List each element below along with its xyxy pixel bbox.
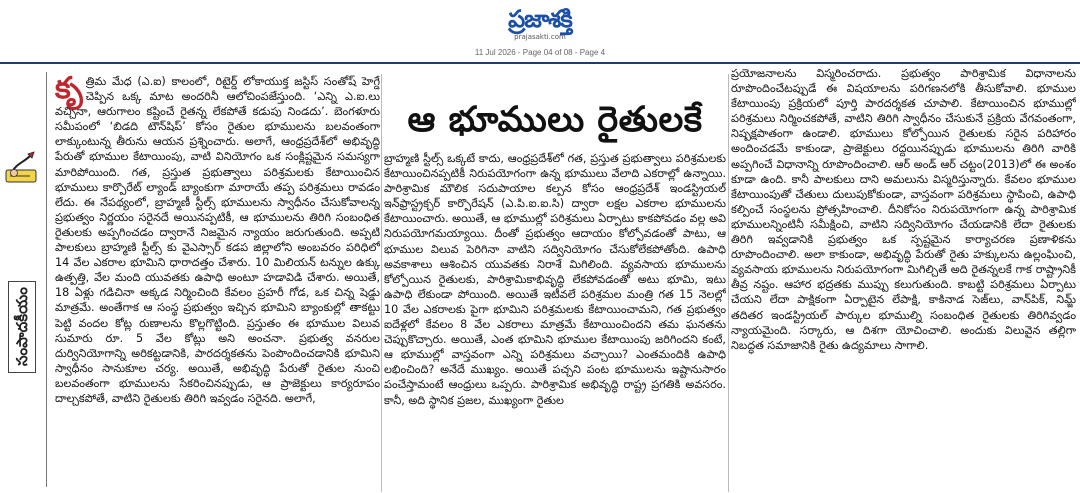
column-3-text: ప్రయోజనాలను విస్మరించరాదు. ప్రభుత్వం పారిశ్రామిక విధానాలను రూపొందించేటప్పుడే ఈ విషయాలను పరిగణనలోకి తీసుకోవాలి. భూముల కేటాయింపు ప్రక్రియలో పూర్తి పారదర్శకత చూపాలి. కేటాయించిన భూముల్లో పరిశ్రమలు నిర్మించకపోతే, వాటిని తిరిగి స్వాధీనం చేసుకునే ప్రక్రియ వేగవంతంగా, నిష్పక్షపాతంగా ఉండాలి. భూములు కోల్పోయిన రైతులకు సరైన పరిహారం అందించడమే కాకుండా, ప్రాజెక్టులు రద్దయినప్పుడు భూములను తిరిగి వారికి అప్పగించే విధానాన్ని రూపొందించాలి. ఆర్ అండ్ ఆర్ చట్టం(2013)లో ఈ అంశం కూడా ఉంది. కానీ పాలకులు దాని అమలును విస్మరిస్తున్నారు. కేవలం భూముల కేటాయింపుతో చేతులు దులుపుకోకుండా, వాస్తవంగా పరిశ్రమలు స్థాపించి, ఉపాధి కల్పించే సంస్థలను ప్రోత్సహించాలి. దీనికోసం నిరుపయోగంగా ఉన్న పారిశ్రామిక భూములన్నింటినీ సమీక్షించి, వాటిని సద్వినియోగం చేయడానికి లేదా రైతులకు తిరిగి ఇవ్వడానికి ప్రభుత్వం ఒక స్పష్టమైన కార్యాచరణ ప్రణాళికను రూపొందించాలి. అలా కాకుండా, అభివృద్ధి పేరుతో రైతు హక్కులను ఉల్లంఘించి, వ్యవసాయ భూములను నిరుపయోగంగా మిగిల్చితే అది రైతన్నలకే గాక రాష్ట్రానికీ తీవ్ర నష్టం. ఆహార భద్రతకు ముప్పు కలుగుతుంది. కాబట్టి పరిశ్రమలు ఏర్పాటు చేయని లేదా పాక్షికంగా ఏర్పాటైన లేపాక్షి, కాకినాడ సెజ్‌లు, వాన్‌పిక్, నిమ్జ్ తదితర ఇండస్ట్రియల్ పార్కుల భూముల్ని సంబంధిత రైతులకు తిరిగివ్వడం న్యాయమైంది. సర్కారు, ఆ దిశగా యోచించాలి. అందుకు విలువైన తల్లిగా నిబద్ధత సమాజానికి రైతు ఉద్యమాలు సాగాలి. (731, 67, 1076, 352)
section-label (2, 252, 42, 402)
logo-subtext: prajasakti.com (514, 33, 566, 41)
article-headline: ఆ భూములు రైతులకే (407, 100, 703, 140)
pen-writing-hand-icon (4, 150, 40, 186)
column-1-text: త్రిమ మేధ (ఎ.ఐ) కాలంలో, రిటైర్డ్ లోకాయుక్త జస్టిస్ సంతోష్ హెగ్డే చెప్పిన ఒక్క మాట అందరినీ ఆలోచింపజేస్తుంది. ‘ఎన్ని ఎ.ఐ.లు వచ్చినా, ఆరుగాలం కష్టించే రైతన్న లేకపోతే కడుపు నిండదు’. బెంగళూరు సమీపంలో ‘బిడది టౌన్‌షిప్’ కోసం రైతుల భూములను బలవంతంగా లాక్కుంటున్న తీరును ఆయన ప్రశ్నించారు. అలాగే, ఆంధ్రప్రదేశ్‌లో అభివృద్ధి పేరుతో భూముల కేటాయింపు, వాటి వినియోగం ఒక సంక్లిష్టమైన సమస్యగా మారిపోయింది. గత, ప్రస్తుత ప్రభుత్వాలు పరిశ్రమలకు కేటాయించిన భూములు కార్పొరేట్ ల్యాండ్ బ్యాంకుగా మారాయే తప్ప పరిశ్రమలు రావడం లేదు. ఈ నేపథ్యంలో, బ్రాహ్మణీ స్టీల్స్ భూములను స్వాధీనం చేసుకోవాలన్న ప్రభుత్వం నిర్ణయం సరైనదే అయినప్పటికీ, ఆ భూములను తిరిగి సంబంధిత రైతులకు అప్పగించడం ద్వారానే నిజమైన న్యాయం జరుగుతుంది. అప్పటి పాలకులు బ్రాహ్మణి స్టీల్స్ కు వైఎస్సార్ కడప జిల్లాలోని అంబవరం పరిధిలో 14 వేల ఎకరాల భూమిని ధారాదత్తం చేశారు. 10 మిలియన్ టన్నుల ఉక్కు ఉత్పత్తి, వేల మంది యువతకు ఉపాధి అంటూ హడావిడి చేశారు. అయితే, 18 ఏళ్లు గడిచినా అక్కడ నిర్మించింది కేవలం ప్రహరీ గోడ, ఒక చిన్న షెడ్డు మాత్రమే. అంతేగాక ఆ సంస్థ ప్రభుత్వం ఇచ్చిన భూమిని బ్యాంకుల్లో తాకట్టు పెట్టి వందల కోట్ల రుణాలను కొల్లగొట్టింది. ప్రస్తుతం ఈ భూముల విలువ సుమారు రూ. 5 వేల కోట్లు అని అంచనా. ప్రభుత్వ వనరుల దుర్వినియోగాన్ని అరికట్టడానికి, పారదర్శకతను పెంపొందించడానికి భూమిని స్వాధీనం సానుకూల చర్య. అయితే, అభివృద్ధి పేరుతో రైతుల నుంచి బలవంతంగా భూములను సేకరించినప్పుడు, ఆ ప్రాజెక్టులు కార్యరూపం దాల్చకపోతే, వాటిని రైతులకు తిరిగి ఇవ్వడం సరైనది. అలాగే, (55, 75, 380, 405)
header-divider (0, 62, 1080, 64)
article-column-2 (384, 151, 726, 492)
newspaper-logo[interactable] (470, 4, 610, 41)
article-column-3 (731, 66, 1076, 492)
column-divider-1 (381, 74, 382, 492)
column-divider-2 (728, 74, 729, 492)
section-sidebar (0, 72, 47, 487)
section-label-text: సంపాదకీయం (8, 281, 36, 374)
dateline: 11 Jul 2026 - Page 04 of 08 - Page 4 (474, 48, 606, 57)
masthead (0, 0, 1080, 58)
article-column-1 (55, 74, 380, 492)
column-2-text: బ్రాహ్మణి స్టీల్స్ ఒక్కటే కాదు, ఆంధ్రప్రదేశ్‌లో గత, ప్రస్తుత ప్రభుత్వాలు పరిశ్రమలకు కేటాయించినప్పటికీ నిరుపయోగంగా ఉన్న భూములు వేలాది ఎకరాల్లో ఉన్నాయి. పారిశ్రామిక మౌలిక సదుపాయాల కల్పన కోసం ఆంధ్రప్రదేశ్ ఇండస్ట్రియల్ ఇన్‌ఫ్రాస్ట్రక్చర్ కార్పొరేషన్ (ఎ.పి.ఐ.ఐ.సి) ద్వారా లక్షల ఎకరాల భూములను కేటాయించారు. అయితే, ఆ భూముల్లో పరిశ్రమలు ఏర్పాటు కాకపోవడం వల్ల అవి నిరుపయోగమయ్యాయి. దీంతో ప్రభుత్వం ఆదాయం కోల్పోవడంతో పాటు, ఆ భూముల విలువ పెరిగినా వాటిని సద్వినియోగం చేసుకోలేకపోతోంది. ఉపాధి అవకాశాలు ఆశించిన యువతకు నిరాశే మిగిలింది. వ్యవసాయ భూములను కోల్పోయిన రైతులకు, పారిశ్రామికాభివృద్ధి లేకపోవడంతో అటు భూమి, ఇటు ఉపాధి లేకుండా పోయింది. అయితే ఇటీవలే పరిశ్రమల మంత్రి గత 15 నెలల్లో 10 వేల ఎకరాలకు పైగా భూమిని పరిశ్రమలకు కేటాయించామని, గత ప్రభుత్వం ఐదేళ్లలో కేవలం 8 వేల ఎకరాలు మాత్రమే కేటాయించిందని తమ ఘనతను చెప్పుకొచ్చారు. అయితే, ఎంత భూమిని భూముల కేటాయింపు జరిగిందని కంటే, ఆ భూముల్లో వాస్తవంగా ఎన్ని పరిశ్రమలు వచ్చాయి? ఎంతమందికి ఉపాధి లభించింది? అనేదే ముఖ్యం. అయితే పచ్చని పంట భూములను ఇష్టానుసారం పంచేస్తామంటే ఆంధ్రులు ఒప్పరు. పారిశ్రామిక అభివృద్ధి రాష్ట్ర ప్రగతికి అవసరం. కానీ, అది స్థానిక ప్రజల, ముఖ్యంగా రైతుల (384, 152, 726, 407)
logo-text: ప్రజాశక్తి (508, 5, 572, 33)
drop-cap: కృ (55, 74, 83, 106)
